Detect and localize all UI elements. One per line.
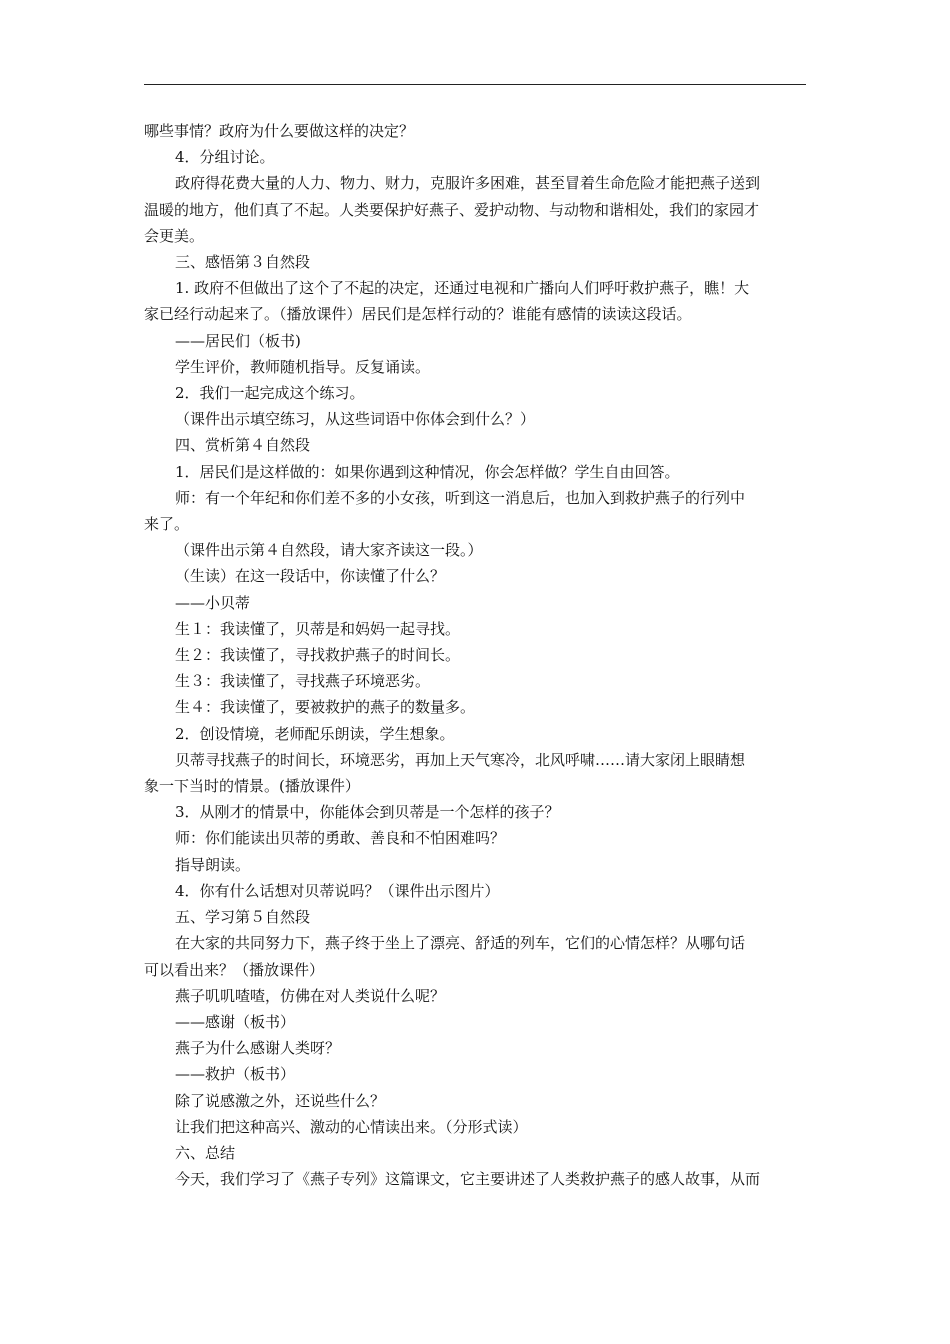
text-line: 三、感悟第３自然段 bbox=[175, 253, 311, 272]
text-line: 生１：我读懂了，贝蒂是和妈妈一起寻找。 bbox=[175, 619, 461, 638]
text-line: 家已经行动起来了。（播放课件）居民们是怎样行动的？谁能有感情的读读这段话。 bbox=[144, 305, 692, 324]
text-line: 2．我们一起完成这个练习。 bbox=[175, 384, 365, 403]
text-line: 哪些事情？政府为什么要做这样的决定？ bbox=[144, 122, 415, 140]
text-line: 政府得花费大量的人力、物力、财力，克服许多困难，甚至冒着生命危险才能把燕子送到 bbox=[175, 174, 761, 193]
text-line: 指导朗读。 bbox=[175, 855, 251, 874]
text-line: 4．你有什么话想对贝蒂说吗？（课件出示图片） bbox=[175, 881, 500, 900]
text-line: 4．分组讨论。 bbox=[175, 148, 275, 167]
text-line: 让我们把这种高兴、激动的心情读出来。（分形式读） bbox=[175, 1117, 528, 1136]
text-line: 六、总结 bbox=[175, 1143, 236, 1162]
text-line: 会更美。 bbox=[144, 226, 205, 245]
text-line: 生４：我读懂了，要被救护的燕子的数量多。 bbox=[175, 698, 476, 717]
text-line: 除了说感激之外，还说些什么？ bbox=[175, 1091, 386, 1110]
text-line: 今天，我们学习了《燕子专列》这篇课文，它主要讲述了人类救护燕子的感人故事，从而 bbox=[175, 1170, 761, 1189]
text-line: 生３：我读懂了，寻找燕子环境恶劣。 bbox=[175, 672, 431, 691]
text-line: 2．创设情境，老师配乐朗读，学生想象。 bbox=[175, 724, 455, 743]
text-line: ——救护（板书） bbox=[175, 1065, 296, 1084]
text-line: 学生评价，教师随机指导。反复诵读。 bbox=[175, 357, 431, 376]
text-line: 贝蒂寻找燕子的时间长，环境恶劣，再加上天气寒冷，北风呼啸……请大家闭上眼睛想 bbox=[175, 750, 746, 769]
text-line: （生读）在这一段话中，你读懂了什么？ bbox=[175, 567, 446, 586]
text-line: 生２：我读懂了，寻找救护燕子的时间长。 bbox=[175, 646, 461, 665]
text-line: ——居民们（板书) bbox=[175, 331, 301, 350]
text-line: 3．从刚才的情景中，你能体会到贝蒂是一个怎样的孩子？ bbox=[175, 803, 560, 822]
text-line: （课件出示第４自然段，请大家齐读这一段。） bbox=[175, 541, 483, 560]
text-line: 可以看出来？（播放课件） bbox=[144, 960, 325, 979]
text-line: 师：你们能读出贝蒂的勇敢、善良和不怕困难吗？ bbox=[175, 829, 506, 848]
text-line: 五、学习第５自然段 bbox=[175, 908, 311, 927]
text-line: ——小贝蒂 bbox=[175, 593, 251, 612]
text-line: 师：有一个年纪和你们差不多的小女孩，听到这一消息后，也加入到救护燕子的行列中 bbox=[175, 488, 746, 507]
text-line: ——感谢（板书） bbox=[175, 1012, 296, 1031]
text-line: 燕子叽叽喳喳，仿佛在对人类说什么呢？ bbox=[175, 986, 446, 1005]
header-rule bbox=[144, 84, 806, 85]
text-line: 四、赏析第４自然段 bbox=[175, 436, 311, 455]
text-line: （课件出示填空练习，从这些词语中你体会到什么？） bbox=[175, 410, 536, 429]
text-line: 温暖的地方，他们真了不起。人类要保护好燕子、爱护动物、与动物和谐相处，我们的家园才 bbox=[144, 200, 760, 219]
text-line: 在大家的共同努力下，燕子终于坐上了漂亮、舒适的列车，它们的心情怎样？从哪句话 bbox=[175, 934, 746, 953]
text-line: 来了。 bbox=[144, 515, 190, 534]
text-line: 1．居民们是这样做的：如果你遇到这种情况，你会怎样做？学生自由回答。 bbox=[175, 462, 680, 481]
text-line: 象一下当时的情景。(播放课件） bbox=[144, 777, 360, 796]
text-line: 燕子为什么感谢人类呀？ bbox=[175, 1039, 341, 1058]
document-body bbox=[144, 118, 808, 1192]
text-line: 1. 政府不但做出了这个了不起的决定，还通过电视和广播向人们呼吁救护燕子，瞧！大 bbox=[175, 279, 750, 298]
